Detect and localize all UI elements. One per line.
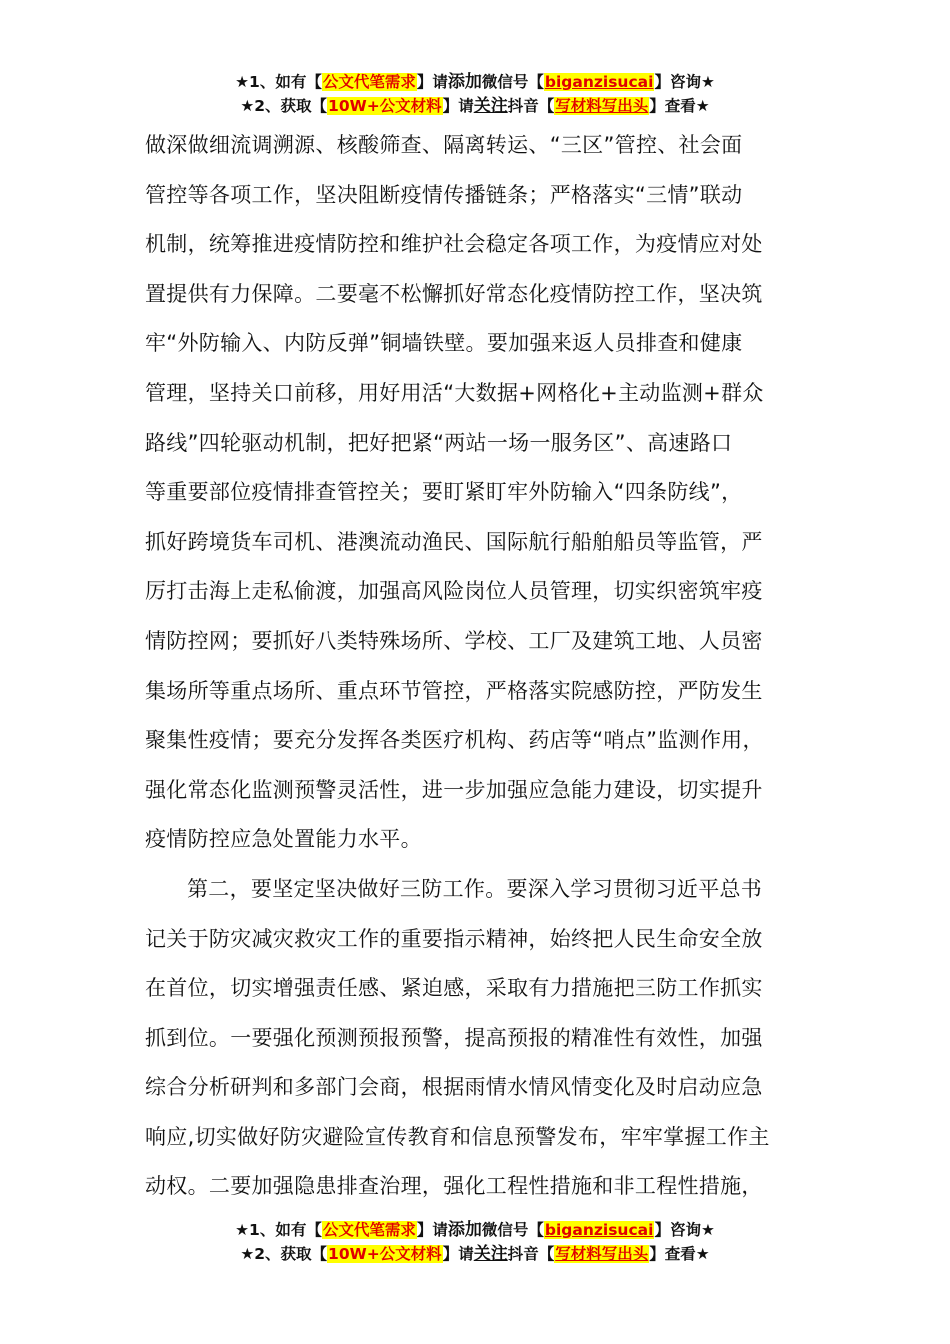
banner-text: 】请 xyxy=(416,73,448,91)
body-line: 抓到位。一要强化预测预报预警，提高预报的精准性有效性，加强 xyxy=(145,1025,763,1050)
body-line: 等重要部位疫情排查管控关；要盯紧盯牢外防输入“四条防线”， xyxy=(145,480,743,505)
body-line: 抓好跨境货车司机、港澳流动渔民、国际航行船舶船员等监管，严 xyxy=(145,529,763,554)
body-line: 置提供有力保障。二要毫不松懈抓好常态化疫情防控工作，坚决筑 xyxy=(145,281,763,306)
body-line: 厉打击海上走私偷渡，加强高风险岗位人员管理，切实织密筑牢疫 xyxy=(145,579,763,604)
banner-text: ★1、如有【 xyxy=(235,73,322,91)
body-line: 机制，统筹推进疫情防控和维护社会稳定各项工作，为疫情应对处 xyxy=(145,232,763,257)
body-line: 情防控网；要抓好八类特殊场所、学校、工厂及建筑工地、人员密 xyxy=(145,628,763,653)
banner-line-2 xyxy=(0,1242,950,1266)
body-line: 管理，坚持关口前移，用好用活“大数据+网格化+主动监测+群众 xyxy=(145,380,764,405)
banner-text: 】咨询★ xyxy=(654,73,715,91)
banner-text: 抖音【 xyxy=(507,1245,555,1263)
banner-line-1 xyxy=(0,70,950,94)
banner-text: 】咨询★ xyxy=(654,1221,715,1239)
banner-emphasis: 添加 xyxy=(447,72,482,92)
highlight-materials: 10W+公文材料 xyxy=(328,1245,442,1263)
banner-emphasis: 添加 xyxy=(447,1220,482,1240)
banner-line-1 xyxy=(0,1218,950,1242)
highlight-wechat-id: biganzisucai xyxy=(544,1221,654,1239)
paragraph-start-line: 第二，要坚定坚决做好三防工作。要深入学习贯彻习近平总书 xyxy=(187,876,763,901)
highlight-douyin: 写材料写出头 xyxy=(555,1245,649,1263)
banner-text: 微信号【 xyxy=(481,1221,544,1239)
body-line: 记关于防灾减灾救灾工作的重要指示精神，始终把人民生命安全放 xyxy=(145,926,763,951)
banner-emphasis: 关注 xyxy=(473,1244,508,1264)
body-line: 动权。二要加强隐患排查治理，强化工程性措施和非工程性措施， xyxy=(145,1174,763,1199)
banner-text: 】查看★ xyxy=(649,97,710,115)
banner-text: 】请 xyxy=(442,97,474,115)
body-line: 做深做细流调溯源、核酸筛查、隔离转运、“三区”管控、社会面 xyxy=(145,133,743,157)
banner-text: ★2、获取【 xyxy=(240,1245,328,1263)
banner-text: 】请 xyxy=(416,1221,448,1239)
body-line: 强化常态化监测预警灵活性，进一步加强应急能力建设，切实提升 xyxy=(145,777,763,802)
banner-text: 】请 xyxy=(442,1245,474,1263)
body-line: 响应,切实做好防灾避险宣传教育和信息预警发布，牢牢掌握工作主 xyxy=(145,1124,770,1149)
highlight-wechat-id: biganzisucai xyxy=(544,73,654,91)
banner-text: 微信号【 xyxy=(481,73,544,91)
banner-line-2 xyxy=(0,94,950,118)
highlight-douyin: 写材料写出头 xyxy=(555,97,649,115)
document-body xyxy=(145,121,825,1212)
banner-text: 】查看★ xyxy=(649,1245,710,1263)
banner-text: 抖音【 xyxy=(507,97,555,115)
banner-emphasis: 关注 xyxy=(473,96,508,116)
highlight-service: 公文代笔需求 xyxy=(322,1221,416,1239)
body-line: 牢“外防输入、内防反弹”铜墙铁壁。要加强来返人员排查和健康 xyxy=(145,331,743,356)
body-line: 路线”四轮驱动机制，把好把紧“两站一场一服务区”、高速路口 xyxy=(145,430,733,455)
banner-text: ★2、获取【 xyxy=(240,97,328,115)
highlight-materials: 10W+公文材料 xyxy=(328,97,442,115)
banner-text: ★1、如有【 xyxy=(235,1221,322,1239)
body-line: 疫情防控应急处置能力水平。 xyxy=(145,827,422,852)
body-line: 在首位，切实增强责任感、紧迫感，采取有力措施把三防工作抓实 xyxy=(145,976,763,1001)
footer-banner xyxy=(0,1218,950,1266)
body-line: 管控等各项工作，坚决阻断疫情传播链条；严格落实“三情”联动 xyxy=(145,182,743,207)
body-line: 综合分析研判和多部门会商，根据雨情水情风情变化及时启动应急 xyxy=(145,1075,763,1100)
body-line: 聚集性疫情；要充分发挥各类医疗机构、药店等“哨点”监测作用， xyxy=(145,728,764,753)
highlight-service: 公文代笔需求 xyxy=(322,73,416,91)
header-banner xyxy=(0,70,950,118)
body-line: 集场所等重点场所、重点环节管控，严格落实院感防控，严防发生 xyxy=(145,678,763,703)
